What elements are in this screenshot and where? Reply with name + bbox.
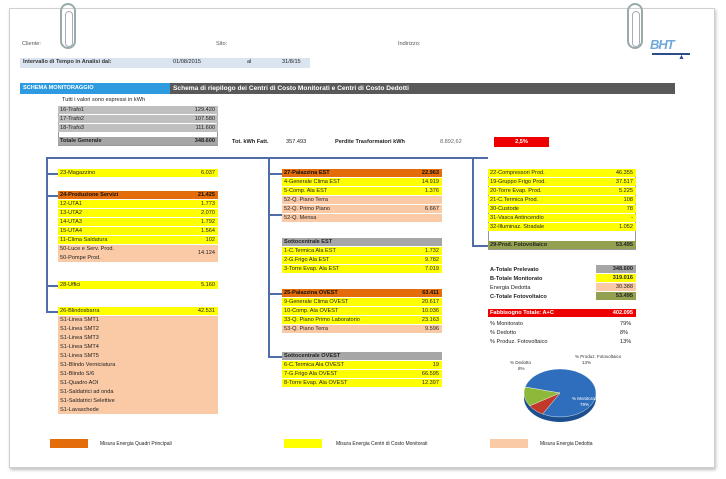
row-label: 25-Palazzina OVEST xyxy=(284,290,338,296)
pie-label-foto: % Produz. Fotovoltaico xyxy=(575,354,622,359)
summary-label: Energia Dedotta xyxy=(490,285,531,291)
est-item-row xyxy=(282,196,442,204)
row-label: 1-C.Termica Ala EST xyxy=(284,248,336,254)
pie-label-dedotto: % Dedotto xyxy=(510,360,532,365)
row-value: 9.782 xyxy=(425,257,439,263)
connector-line xyxy=(268,293,282,295)
connector-line xyxy=(46,173,58,175)
summary-label: A-Totale Prelevato xyxy=(490,267,539,273)
row-label: 26-Blindosbarra xyxy=(60,308,100,314)
row-value: 42.531 xyxy=(197,308,215,314)
title-left: SCHEMA MONITORAGGIO xyxy=(20,83,170,94)
summary-value xyxy=(596,265,636,273)
pie-chart xyxy=(480,349,640,429)
summary-label: B-Totale Monitorato xyxy=(490,276,543,282)
row-label: 24-Produzione Servizi xyxy=(60,192,119,198)
connector-line xyxy=(268,214,282,216)
s1-item: S1-Lavaschede xyxy=(60,407,99,413)
sito-label: Sito: xyxy=(216,41,228,47)
s1-item: S1-Linea SMT2 xyxy=(60,326,99,332)
uffici-row xyxy=(58,281,218,289)
summary-value xyxy=(596,283,636,291)
row-value: 78 xyxy=(626,206,633,212)
row-label: 6-C.Termica Ala OVEST xyxy=(284,362,344,368)
row-value: - xyxy=(631,215,633,221)
row-value: 23.163 xyxy=(421,317,439,323)
s1-item: S1-Saldatrici ad onda xyxy=(60,389,114,395)
sottocentrale-est-header: Sottocentrale EST xyxy=(282,238,442,246)
row-label: 30-Custode xyxy=(490,206,519,212)
row-label: 23-Magazzino xyxy=(60,170,96,176)
luce-pompe-row xyxy=(58,245,218,262)
row-label: 31-Vasca Antincendio xyxy=(490,215,544,221)
row-label: 13-UTA2 xyxy=(60,210,82,216)
col3-row xyxy=(488,205,636,213)
uta-row xyxy=(58,218,218,226)
row-label: 4-Generale Clima EST xyxy=(284,179,341,185)
trafo-value: 111.600 xyxy=(195,125,215,131)
uta-row xyxy=(58,200,218,208)
row-value: 1.732 xyxy=(425,248,439,254)
col3-row xyxy=(488,214,636,222)
row-label: 14-UTA3 xyxy=(60,219,82,225)
s1-item: S1-Linea SMT4 xyxy=(60,344,99,350)
totale-generale-label: Totale Generale xyxy=(60,138,102,144)
legend-swatch-dedotta xyxy=(490,439,528,448)
paperclip-left xyxy=(60,3,76,49)
sottocentrale-ovest-header: Sottocentrale OVEST xyxy=(282,352,442,360)
s1-item: S1-Quadro AOI xyxy=(60,380,99,386)
row-label: 21-C.Termica Prod. xyxy=(490,197,539,203)
row-value: 348.600 xyxy=(612,266,633,272)
ovest-item-row xyxy=(282,298,442,306)
row-value: 6.667 xyxy=(425,206,439,212)
row-value: 1.773 xyxy=(201,201,215,207)
trafo-label: 18-Trafo3 xyxy=(60,125,85,131)
palazzina-ovest-row xyxy=(282,289,442,297)
row-value: 7.019 xyxy=(425,266,439,272)
s1-item: S1-Blindo S/6 xyxy=(60,371,95,377)
row-label: 52-Q. Primo Piano xyxy=(284,206,331,212)
ovest-item-row xyxy=(282,316,442,324)
s1-list xyxy=(58,316,218,414)
fabbisogno-row xyxy=(488,309,636,317)
legend-label: Misura Energia Quadri Principali xyxy=(100,441,172,447)
s1-item: S1-Linea SMT1 xyxy=(60,317,99,323)
row-label: 29-Prod. Fotovoltaico xyxy=(490,242,548,248)
summary-value xyxy=(596,274,636,282)
percent-value: 8% xyxy=(620,330,629,336)
intervallo-label: Intervallo di Tempo in Analisi dal: xyxy=(23,59,112,65)
tot-kwh-fatt-value: 357.493 xyxy=(286,139,307,145)
row-label: 15-UTA4 xyxy=(60,228,82,234)
legend-label: Misura Energia Dedotta xyxy=(540,441,593,447)
row-value: 53.495 xyxy=(615,242,633,248)
sotto-ovest-row xyxy=(282,370,442,378)
connector-line xyxy=(268,173,282,175)
ovest-item-row xyxy=(282,307,442,315)
summary-value xyxy=(596,292,636,300)
row-value: 102 xyxy=(205,237,215,243)
legend-swatch-monitorati xyxy=(284,439,322,448)
s1-item: S1-Saldatrici Selettive xyxy=(60,398,115,404)
connector-line xyxy=(268,157,270,357)
pie-label-foto-pct: 13% xyxy=(582,360,592,365)
connector-line xyxy=(46,157,48,312)
fotovoltaico-row xyxy=(488,241,636,249)
row-value: 5.160 xyxy=(201,282,215,288)
row-label: 50-Luce e Serv. Prod. xyxy=(60,246,114,252)
trafo-row xyxy=(58,106,218,114)
s1-item: S1-Linea SMT3 xyxy=(60,335,99,341)
row-value: 20.617 xyxy=(421,299,439,305)
row-label: 52-Q. Piano Terra xyxy=(284,197,329,203)
pie-label-dedotto-pct: 8% xyxy=(518,366,525,371)
row-label: 9-Generale Clima OVEST xyxy=(284,299,349,305)
row-label: 32-Illuminaz. Stradale xyxy=(490,224,545,230)
row-label: 33-Q. Piano Primo Laboratorio xyxy=(284,317,360,323)
perdite-pct: 2,5% xyxy=(494,137,549,147)
row-value: 22.963 xyxy=(421,170,439,176)
row-value: 5.225 xyxy=(619,188,633,194)
connector-line xyxy=(472,157,474,246)
s1-item: S1-Blindo Verniciatura xyxy=(60,362,116,368)
row-label: 12-UTA1 xyxy=(60,201,82,207)
magazzino-row xyxy=(58,169,218,177)
connector-line xyxy=(46,157,488,159)
connector-line xyxy=(268,356,282,358)
cliente-label: Cliente: xyxy=(22,41,41,47)
report-sheet xyxy=(9,8,715,468)
est-item-row xyxy=(282,178,442,186)
col3-row xyxy=(488,223,636,231)
row-label: 2-G.Frigo Ala EST xyxy=(284,257,330,263)
row-value: 53.495 xyxy=(615,293,633,299)
sotto-ovest-row xyxy=(282,361,442,369)
trafo-value: 129.420 xyxy=(194,107,215,113)
row-value: 12.397 xyxy=(421,380,439,386)
row-value: 108 xyxy=(623,197,633,203)
connector-line xyxy=(46,195,58,197)
col3-row xyxy=(488,196,636,204)
ovest-item-row xyxy=(282,325,442,333)
totale-generale-value: 348.600 xyxy=(194,138,215,144)
row-label: 10-Comp. Ala OVEST xyxy=(284,308,339,314)
tot-kwh-fatt-label: Tot. kWh Fatt. xyxy=(232,139,269,145)
date-to: 31/8/15 xyxy=(282,59,301,65)
logo-text: BHT xyxy=(650,37,674,52)
row-label: 7-G.Frigo Ala OVEST xyxy=(284,371,338,377)
row-value: 6.037 xyxy=(201,170,215,176)
row-label: Fabbisogno Totale: A+C xyxy=(490,310,554,316)
row-value: 21.425 xyxy=(197,192,215,198)
col3-row xyxy=(488,187,636,195)
row-value: 14.124 xyxy=(197,250,215,256)
row-label: 5-Comp. Ala EST xyxy=(284,188,328,194)
row-label: 22-Compressori Prod. xyxy=(490,170,545,176)
trafo-value: 107.580 xyxy=(194,116,215,122)
est-item-row xyxy=(282,214,442,222)
perdite-label: Perdite Trasformatori kWh xyxy=(335,139,405,145)
connector-line xyxy=(472,245,488,247)
col3-row xyxy=(488,178,636,186)
row-value: 1.376 xyxy=(425,188,439,194)
sotto-est-row xyxy=(282,256,442,264)
percent-value: 13% xyxy=(620,339,632,345)
row-value: 10.036 xyxy=(421,308,439,314)
row-value: 63.411 xyxy=(422,290,439,296)
row-label: 19-Gruppo Frigo Prod. xyxy=(490,179,546,185)
al-label: al xyxy=(247,59,252,65)
trafo-label: 17-Trafo2 xyxy=(60,116,85,122)
est-item-row xyxy=(282,187,442,195)
trafo-row xyxy=(58,115,218,123)
paperclip-right xyxy=(627,3,643,49)
row-value: 1.052 xyxy=(619,224,633,230)
totale-generale-row xyxy=(58,137,218,145)
uta-row xyxy=(58,236,218,244)
percent-label: % Dedotto xyxy=(490,330,517,336)
sotto-ovest-row xyxy=(282,379,442,387)
row-value: 46.355 xyxy=(615,170,633,176)
connector-line xyxy=(46,311,58,313)
row-value: 19 xyxy=(432,362,439,368)
col3-row xyxy=(488,169,636,177)
date-range-bar xyxy=(20,58,310,68)
summary-label: C-Totale Fotovoltaico xyxy=(490,294,547,300)
row-label: 53-Q. Piano Terra xyxy=(284,326,329,332)
row-value: 66.595 xyxy=(421,371,439,377)
perdite-value: 8.892,62 xyxy=(440,139,462,145)
row-label: 27-Palazzina EST xyxy=(284,170,330,176)
row-value: 1.564 xyxy=(201,228,215,234)
row-label: 50-Pompe Prod. xyxy=(60,255,101,261)
est-item-row xyxy=(282,205,442,213)
trafo-row xyxy=(58,124,218,132)
row-label: 20-Torre Evap. Prod. xyxy=(490,188,542,194)
uta-row xyxy=(58,227,218,235)
row-value: 1.792 xyxy=(201,219,215,225)
row-value: 319.016 xyxy=(612,275,633,281)
row-label: 28-Uffici xyxy=(60,282,81,288)
row-value: 2.070 xyxy=(201,210,215,216)
s1-item: S1-Linea SMT5 xyxy=(60,353,99,359)
units-note: Tutti i valori sono espressi in kWh xyxy=(62,97,146,103)
row-label: 11-Clima Saldatura xyxy=(60,237,108,243)
row-value: 30.388 xyxy=(615,284,633,290)
sotto-est-row xyxy=(282,247,442,255)
connector-line xyxy=(46,285,58,287)
row-label: 3-Torre Evap. Ala EST xyxy=(284,266,340,272)
pie-label-monitorato-pct: 79% xyxy=(580,402,590,407)
row-label: 8-Torre Evap. Ala OVEST xyxy=(284,380,348,386)
row-value: 14.919 xyxy=(421,179,439,185)
row-label: 52-Q. Mensa xyxy=(284,215,317,221)
row-value: 9.596 xyxy=(425,326,439,332)
sotto-est-row xyxy=(282,265,442,273)
pie-label-monitorato: % Monitorato xyxy=(572,396,599,401)
indirizzo-label: Indirizzo: xyxy=(398,41,421,47)
legend-label: Misura Energia Centri di Costo Monitorati xyxy=(336,441,428,447)
percent-label: % Produz. Fotovoltaico xyxy=(490,339,548,345)
title-right: Schema di riepilogo dei Centri di Costo Monitorati e Centri di Costo Dedotti xyxy=(170,83,675,94)
produzione-row xyxy=(58,191,218,199)
percent-value: 79% xyxy=(620,321,632,327)
legend-swatch-principali xyxy=(50,439,88,448)
row-value: 37.517 xyxy=(615,179,633,185)
palazzina-est-row xyxy=(282,169,442,177)
trafo-label: 16-Trafo1 xyxy=(60,107,85,113)
blindosbarra-row xyxy=(58,307,218,315)
percent-label: % Monitorato xyxy=(490,321,523,327)
bht-logo: BHT ▲ xyxy=(644,35,694,63)
row-value: 402.095 xyxy=(612,310,633,316)
date-from: 01/08/2015 xyxy=(173,59,201,65)
uta-row xyxy=(58,209,218,217)
